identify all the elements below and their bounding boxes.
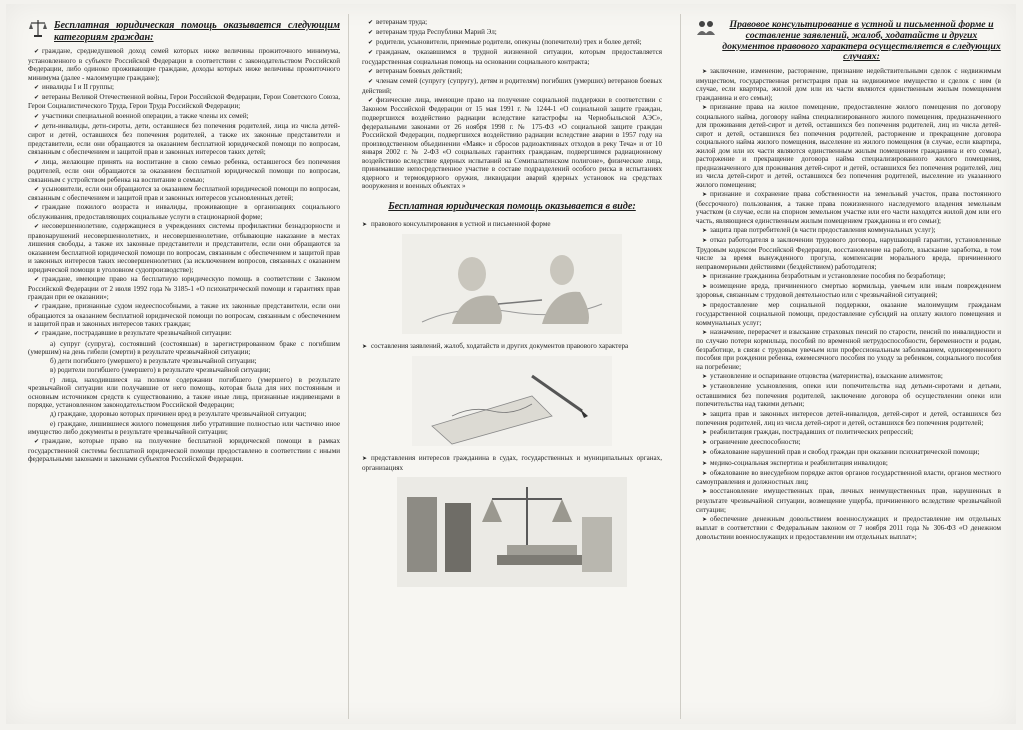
writing-illustration [412, 356, 612, 446]
list-item: а) супруг (супруга), состоявший (состоявшая) в зарегистрированном браке с погибшим (умершим) на день гибели (смерти) в результате чрезвычайной ситуации; [28, 339, 340, 357]
list-item: ✔ граждане пожилого возраста и инвалиды, проживающие в организациях социального обслуживания, предоставляющих социальные услуги в стационарной форме; [28, 203, 340, 221]
list-item: д) граждане, здоровью которых причинен вред в результате чрезвычайной ситуации; [50, 410, 307, 419]
list-item: ✔ инвалиды I и II группы; [28, 83, 340, 93]
consultation-illustration [402, 234, 622, 334]
list-item: ➤ установление и оспаривание отцовства (материнства), взыскание алиментов; [696, 372, 1001, 382]
categories-header [28, 18, 340, 47]
list-item: ✔ участники специальной военной операции, а также члены их семей; [28, 112, 340, 122]
list-item: г) лица, находившиеся на полном содержании погибшего (умершего) в результате чрезвычайной ситуации или получавшие от него помощь, которая была для них постоянным и основным источником средств к существованию, а также иные лица, признанные иждивенцами в порядке, установленном законодательством Российской Федерации; [28, 375, 340, 410]
list-item: ✔ несовершеннолетние, содержащиеся в учреждениях системы профилактики безнадзорности и правонарушений несовершеннолетних, и несовершеннолетние, отбывающие наказание в местах лишения свободы, а также их законные представители и представители, если они обращаются за оказанием бесплатной юридической помощи по вопросам, связанным с обеспечением и защитой прав и законных интересов таких несовершеннолетних (за исключением вопросов, связанных с оказанием юридической помощи в уголовном судопроизводстве); [28, 222, 340, 274]
categories-list [28, 47, 340, 464]
list-item: ✔ граждане, среднедушевой доход семей которых ниже величины прожиточного минимума, установленного в субъекте Российской Федерации в соответствии с законодательством Российской Федерации, либо одиноко проживающие граждане, доходы которых ниже величины прожиточного минимума (далее - малоимущие граждане); [28, 47, 340, 82]
list-item: ✔ лица, желающие принять на воспитание в свою семью ребенка, оставшегося без попечения родителей, если они обращаются за оказанием бесплатной юридической помощи по вопросам, связанным с устройством ребенка на воспитание в семью; [28, 158, 340, 185]
column-consulting-cases [696, 18, 1001, 718]
list-item: ➤ обжалование нарушений прав и свобод граждан при оказании психиатрической помощи; [696, 448, 1001, 458]
list-item: б) дети погибшего (умершего) в результате чрезвычайной ситуации; [50, 357, 257, 366]
cases-heading: Правовое консультирование в устной и письменной форме и составление заявлений, жалоб, ходатайств и других документов правового характера осуществляется в следующих случаях: [722, 19, 1001, 63]
list-item: ✔ родители, усыновители, приемные родители, опекуны (попечители) трех и более детей; [362, 38, 662, 48]
column-divider [680, 14, 681, 719]
list-item: ➤ восстановление имущественных прав, личных неимущественных прав, нарушенных в результате чрезвычайной ситуации, возмещение ущерба, причиненного вследствие чрезвычайной ситуации; [696, 487, 1001, 514]
list-item: ➤ реабилитация граждан, пострадавших от политических репрессий; [696, 428, 1001, 438]
list-item: е) граждане, лишившиеся жилого помещения либо утратившие полностью или частично иное имущество либо документы в результате чрезвычайной ситуации; [28, 419, 340, 437]
column-categories [28, 18, 340, 718]
list-item: ✔ ветераны Великой Отечественной войны, Герои Российской Федерации, Герои Советского Союза, Герои Социалистического Труда, Герои Труда Российской Федерации; [28, 93, 340, 111]
list-item: ✔ членам семей (супругу (супругу), детям и родителям) погибших (умерших) ветеранов боевых действий; [362, 77, 662, 95]
list-item: ➤ защита прав потребителей (в части предоставления коммунальных услуг); [696, 226, 1001, 236]
list-item: ✔ ветеранам труда; [362, 18, 662, 28]
list-item: ➤ обеспечение денежным довольствием военнослужащих и предоставление им отдельных выплат в соответствии с Федеральным законом от 7 ноября 2011 года № 306-ФЗ «О денежном довольствии военнослужащих и предоставлении им отдельных выплат»; [696, 515, 1001, 542]
list-item: ➤ защита прав и законных интересов детей-инвалидов, детей-сирот и детей, оставшихся без попечения родителей, лиц из числа детей-сирот и детей, оставшихся без попечения родителей; [696, 410, 1001, 428]
list-item: ✔ гражданам, оказавшимся в трудной жизненной ситуации, которым предоставляется государственная социальная помощь на основании социального контракта; [362, 48, 662, 66]
people-logo-icon [696, 18, 716, 38]
categories-list-cont [362, 18, 662, 191]
column-divider [348, 14, 349, 719]
list-item: ➤ заключение, изменение, расторжение, признание недействительными сделок с недвижимым имуществом, государственная регистрация прав на недвижимое имущество и сделок с ним (в случае, если квартира, жилой дом или их части являются единственным жилым помещением гражданина и его семьи); [696, 67, 1001, 102]
list-item: ➤ возмещение вреда, причиненного смертью кормильца, увечьем или иным повреждением здоровья, связанным с трудовой деятельностью или с чрезвычайной ситуацией; [696, 282, 1001, 300]
list-item: ➤ признание и сохранение права собственности на земельный участок, права постоянного (бессрочного) пользования, а также права пожизненного наследуемого владения земельным участком (в случае, если на спорном земельном участке или его части находятся жилой дом или его часть, являющиеся единственным жилым помещением гражданина и его семьи); [696, 190, 1001, 225]
form-item-consulting: ➤ правового консультирования в устной и письменной форме [362, 220, 662, 230]
list-item: ✔ граждане, признанные судом недееспособными, а также их законные представители, если они обращаются за оказанием бесплатной юридической помощи по вопросам, связанным с обеспечением и защитой прав и законных интересов таких граждан; [28, 302, 340, 329]
list-item: ✔ дети-инвалиды, дети-сироты, дети, оставшиеся без попечения родителей, лица из числа детей-сирот и детей, оставшихся без попечения родителей, а также их законные представители и представители, если они обращаются за оказанием бесплатной юридической помощи по вопросам, связанным с обеспечением и защитой прав и законных интересов таких детей; [28, 122, 340, 157]
categories-heading: Бесплатная юридическая помощь оказывается следующим категориям граждан: [54, 20, 340, 43]
list-item: ➤ медико-социальная экспертиза и реабилитация инвалидов; [696, 459, 1001, 469]
list-item: ✔ физические лица, имеющие право на получение социальной поддержки в соответствии с Законом Российской Федерации от 15 мая 1991 г. № 1244-1 «О социальной защите граждан, подвергшихся воздействию радиации вследствие катастрофы на Чернобыльской АЭС», федеральными законами от 26 ноября 1998 г. № 175-ФЗ «О социальной защите граждан Российской Федерации, подвергшихся воздействию радиации вследствие аварии в 1957 году на производственном объединении «Маяк» и сбросов радиоактивных отходов в реку Теча» и от 10 января 2002 г. № 2-ФЗ «О социальных гарантиях гражданам, подвергшимся радиационному воздействию вследствие ядерных испытаний на Семипалатинском полигоне», физические лица, принимавшие непосредственное участие в составе подразделений особого риска в испытаниях ядерного и термоядерного оружия, ликвидации аварий ядерных установок на средствах вооружения и военных объектах » [362, 96, 662, 191]
cases-header [696, 18, 1001, 67]
list-item: ✔ граждане, имеющие право на бесплатную юридическую помощь в соответствии с Законом Российской Федерации от 2 июля 1992 года № 3185-1 «О психиатрической помощи и гарантиях прав граждан при ее оказании»; [28, 275, 340, 302]
list-item: ✔ ветеранам труда Республики Марий Эл; [362, 28, 662, 38]
form-item-documents: ➤ составления заявлений, жалоб, ходатайств и других документов правового характера [362, 342, 662, 352]
scales-logo-icon [28, 18, 48, 38]
list-item: ✔ ветеранам боевых действий; [362, 67, 662, 77]
cases-list [696, 67, 1001, 541]
court-illustration [397, 477, 627, 587]
list-item: ➤ признание права на жилое помещение, предоставление жилого помещения по договору социального найма, договору найма специализированного жилого помещения, предназначенного для проживания детей-сирот и детей, оставшихся без попечения родителей, лиц из числа детей-сирот и детей, оставшихся без попечения родителей, расторжение и прекращение договора социального найма жилого помещения, выселение из жилого помещения (в случае, если квартира, жилой дом или их части являются единственным жилым помещением гражданина и его семьи), расторжение и прекращение договора найма специализированного жилого помещения, предназначенного для проживания детей-сирот и детей, оставшихся без попечения родителей, лиц из числа детей-сирот и детей, оставшихся без попечения родителей, выселение из указанного жилого помещения; [696, 103, 1001, 189]
list-item: ➤ признание гражданина безработным и установление пособия по безработице; [696, 272, 1001, 282]
column-categories-cont [362, 18, 662, 718]
list-item: ➤ назначение, перерасчет и взыскание страховых пенсий по старости, пенсий по инвалидности и по случаю потери кормильца, пособий по временной нетрудоспособности, беременности и родам, безработице, в связи с трудовым увечьем или профессиональным заболеванием, единовременного пособия при рождении ребенка, ежемесячного пособия по уходу за ребенком, социального пособия на погребение; [696, 328, 1001, 372]
list-item: ➤ обжалование во внесудебном порядке актов органов государственной власти, органов местного самоуправления и должностных лиц; [696, 469, 1001, 487]
forms-heading: Бесплатная юридическая помощь оказывается в виде: [388, 200, 636, 212]
list-item: ➤ установление усыновления, опеки или попечительства над детьми-сиротами и детьми, оставшимися без попечения родителей, заключение договора об осуществлении опеки или попечительства над такими детьми; [696, 382, 1001, 409]
list-item: ➤ отказ работодателя в заключении трудового договора, нарушающий гарантии, установленные Трудовым кодексом Российской Федерации, восстановление на работе, взыскание заработка, в том числе за время вынужденного прогула, компенсации морального вреда, причиненного неправомерными действиями (бездействием) работодателя; [696, 236, 1001, 271]
list-item: ➤ предоставление мер социальной поддержки, оказание малоимущим гражданам государственной социальной помощи, предоставление субсидий на оплату жилого помещения и коммунальных услуг; [696, 301, 1001, 328]
list-item: ➤ ограничение дееспособности; [696, 438, 1001, 448]
list-item: ✔ граждане, которые право на получение бесплатной юридической помощи в рамках государственной системы бесплатной юридической помощи предоставлено в соответствии с иными федеральными законами и законами субъектов Российской Федерации. [28, 437, 340, 464]
list-item: ✔ граждане, пострадавшие в результате чрезвычайной ситуации: [28, 329, 340, 339]
list-item: в) родители погибшего (умершего) в результате чрезвычайной ситуации; [50, 366, 271, 375]
leaflet-sheet [6, 4, 1016, 724]
form-item-representation: ➤ представления интересов гражданина в судах, государственных и муниципальных органах, организациях [362, 454, 662, 473]
list-item: ✔ усыновители, если они обращаются за оказанием бесплатной юридической помощи по вопросам, связанным с обеспечением и защитой прав и законных интересов усыновленных детей; [28, 185, 340, 203]
